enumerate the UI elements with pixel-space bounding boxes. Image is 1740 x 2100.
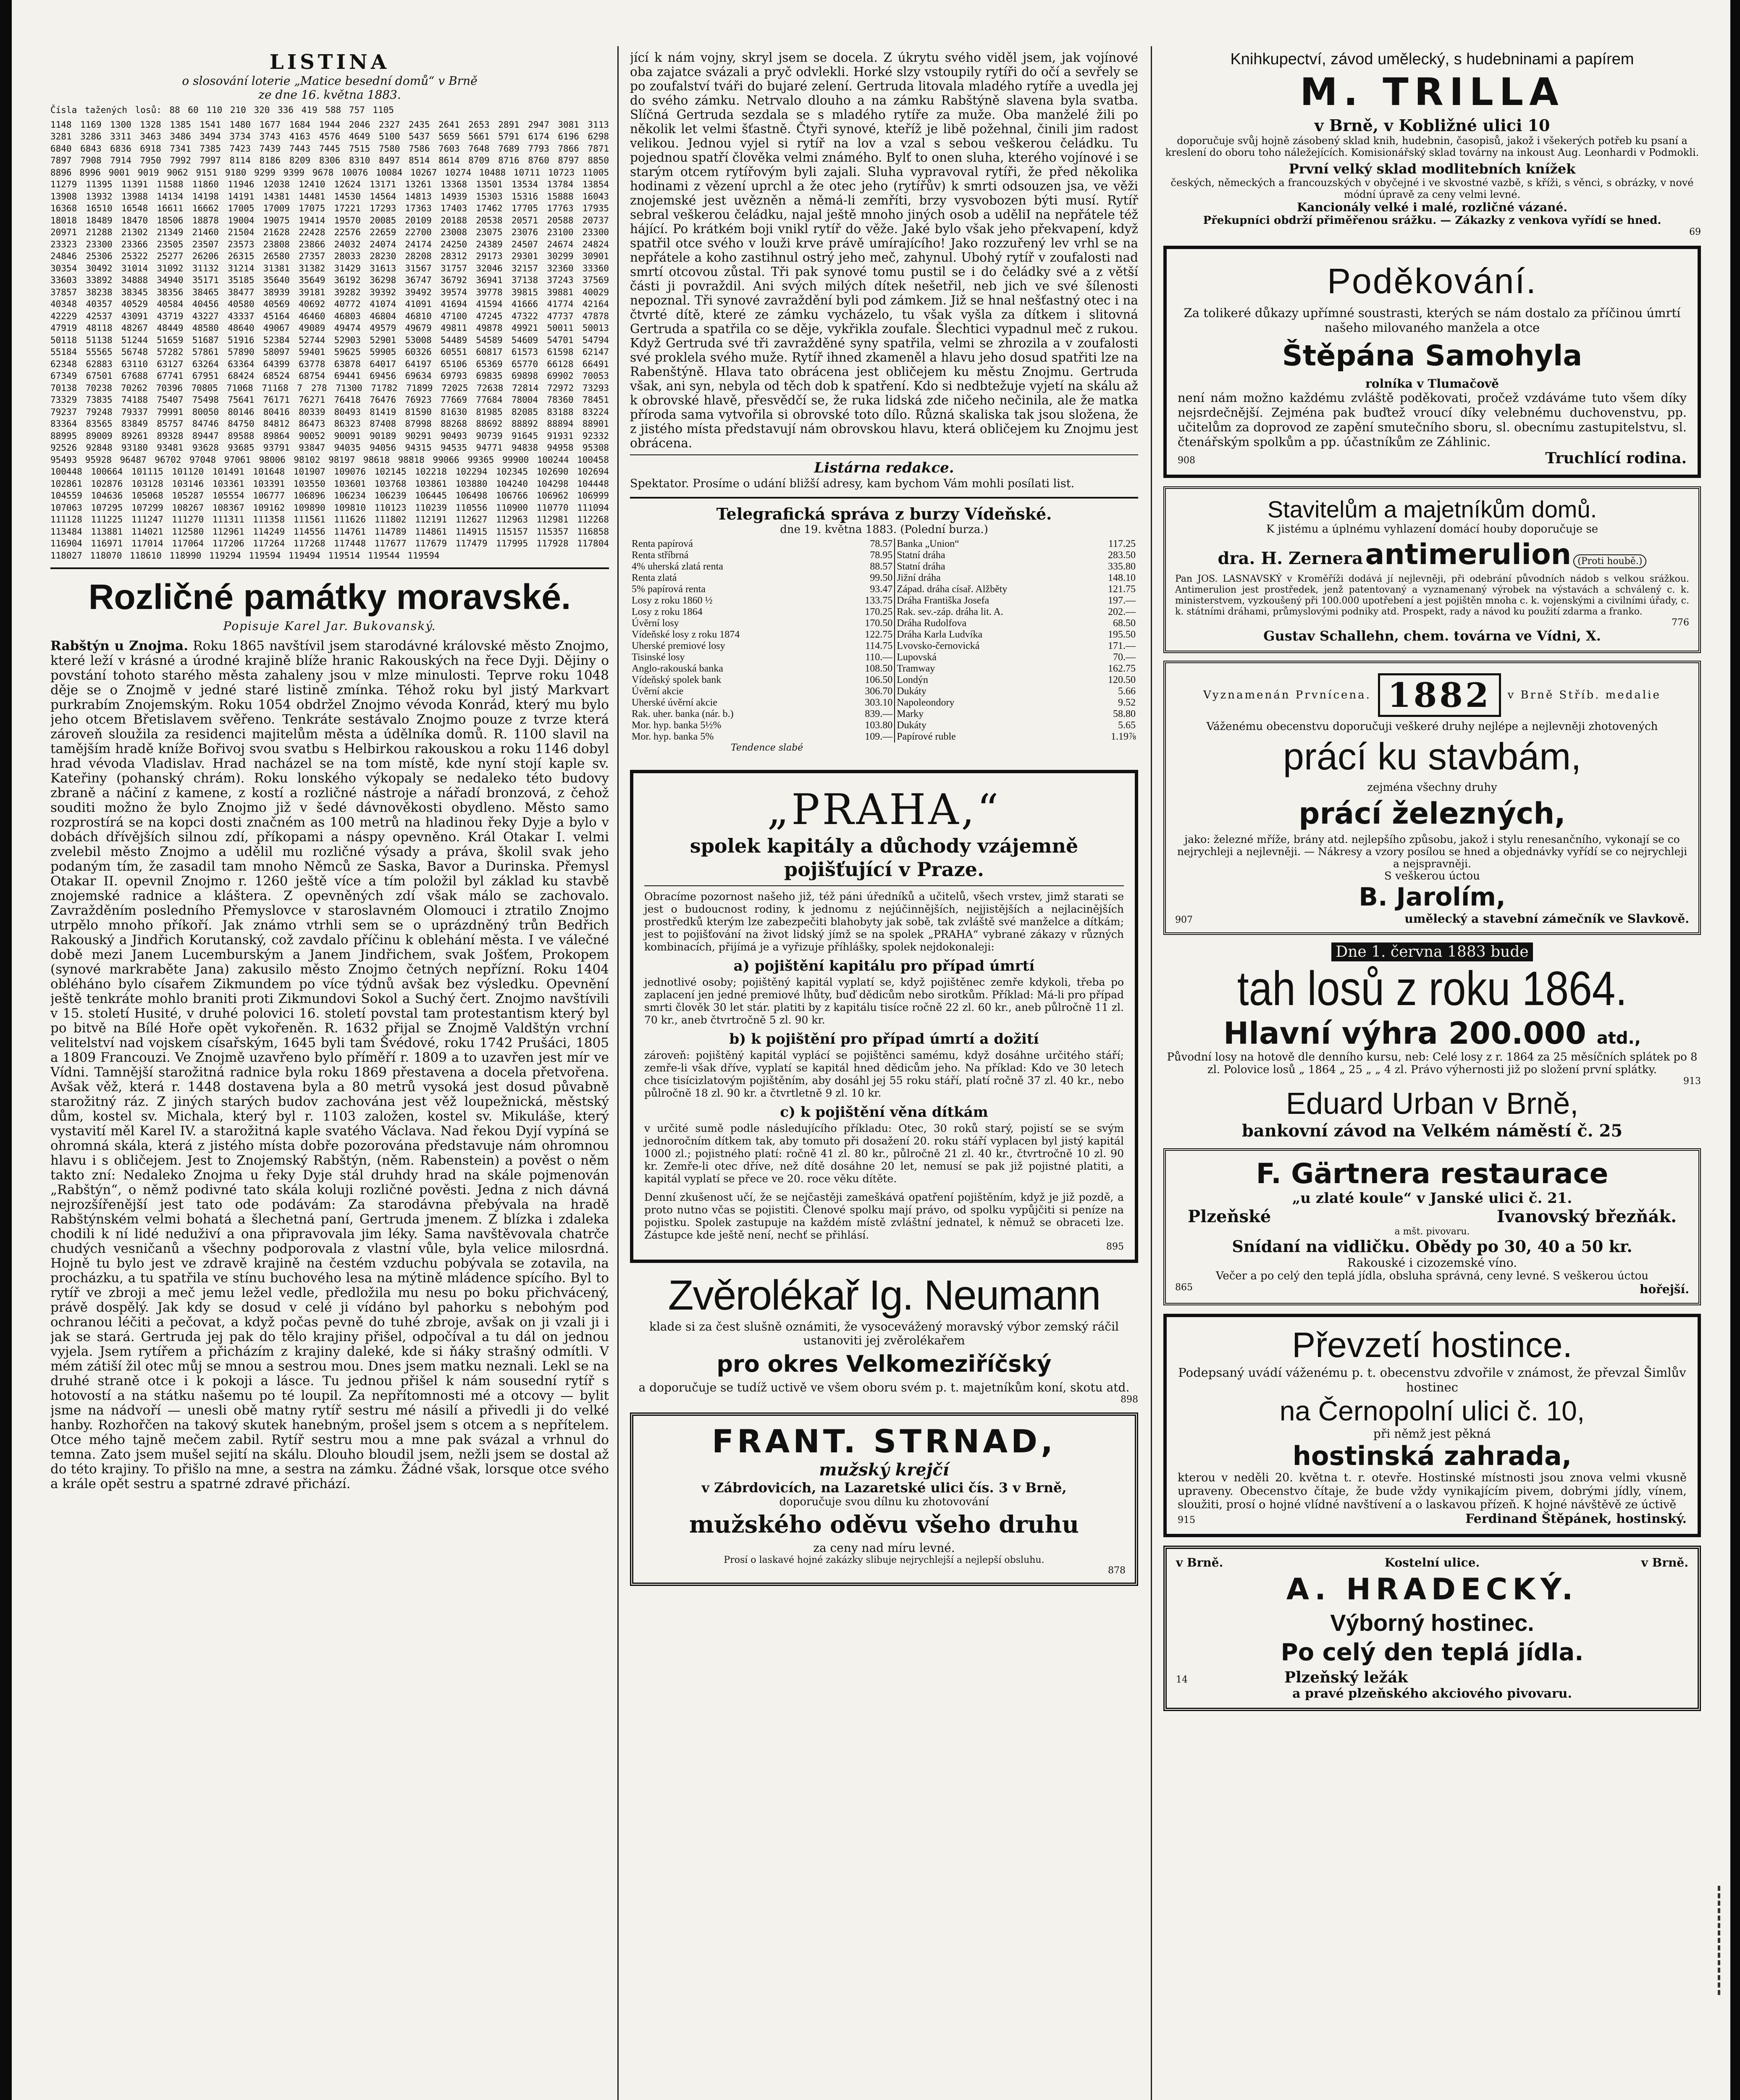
stock-value: 121.75 bbox=[1108, 584, 1136, 595]
stock-row-left bbox=[630, 686, 894, 697]
trilla-ref: 69 bbox=[1689, 227, 1701, 237]
stock-value: 70.— bbox=[1113, 652, 1136, 663]
urban-ad bbox=[1163, 942, 1701, 1141]
stock-name: Dukáty bbox=[897, 686, 926, 697]
stock-row-right bbox=[895, 550, 1138, 561]
zerner-badge: (Proti houbě.) bbox=[1573, 554, 1646, 568]
hradecky-ad bbox=[1163, 1546, 1701, 1711]
gartner-ad bbox=[1163, 1148, 1701, 1305]
gartner-wine: Rakouské i cizozemské víno. bbox=[1347, 1256, 1517, 1270]
jarolim-medal bbox=[1175, 673, 1689, 717]
stock-row-left bbox=[630, 652, 894, 663]
stock-name: Lvovsko-černovická bbox=[897, 640, 980, 651]
trilla-line2: Kancionály velké i malé, rozličné vázané. bbox=[1296, 200, 1568, 214]
stock-name: Mor. hyp. banka 5% bbox=[632, 731, 714, 742]
stock-row-right bbox=[895, 652, 1138, 663]
column-rule-1 bbox=[617, 46, 619, 2100]
stock-row-right bbox=[895, 584, 1138, 595]
zerner-title: Stavitelům a majetníkům domů. bbox=[1267, 496, 1597, 522]
strnad-title: FRANT. STRNAD, bbox=[712, 1423, 1056, 1460]
redakce-title: Listárna redakce. bbox=[814, 459, 954, 476]
hradecky-beer: Plzeňský ležák bbox=[1284, 1669, 1408, 1686]
stock-row-right bbox=[895, 720, 1138, 731]
zerner-product: antimerulion bbox=[1365, 538, 1572, 571]
gartner-sub: „u zlaté koule“ v Janské ulici č. 21. bbox=[1292, 1190, 1572, 1207]
stock-value: 120.50 bbox=[1108, 675, 1136, 685]
neumann-ad bbox=[630, 1271, 1138, 1405]
pamatky-byline: Popisuje Karel Jar. Bukovanský. bbox=[223, 619, 436, 633]
stock-value: 133.75 bbox=[865, 595, 893, 606]
column-right bbox=[1163, 50, 1701, 2100]
strnad-note: Prosí o laskavé hojné zakázky slibuje nejrychlejší a nejlepší obsluhu. bbox=[724, 1555, 1045, 1565]
stock-row-right bbox=[895, 618, 1138, 629]
stock-name: Renta stříbrná bbox=[632, 550, 689, 561]
gartner-beer-right: Ivanovský březňák. bbox=[1496, 1207, 1677, 1226]
stock-date: dne 19. května 1883. (Polední burza.) bbox=[780, 523, 988, 536]
trilla-top: Knihkupectví, závod umělecký, s hudebninami a papírem bbox=[1230, 50, 1634, 68]
hostinec-title: Převzetí hostince. bbox=[1292, 1325, 1572, 1365]
urban-role: bankovní závod na Velkém náměstí č. 25 bbox=[1241, 1121, 1623, 1141]
lottery-numbers: 1148 1169 1300 1328 1385 1541 1480 1677 1684 1944 2046 2327 2435 2641 2653 2891 2947 3081 3113 3281 3286 3311 3463 3486 3494 3734 3743 4163 4576 4649 5100 5437 5659 5661 5791 6174 6196 6298 6840 6843 6836 6918 7341 7385 7423 7439 7443 7445 7515 7580 7586 7603 7648 7689 7793 7866 7871 7897 7908 7914 7950 7992 7997 8114 8186 8209 8306 8310 8497 8514 8614 8709 8716 8760 8797 8850 8896 8996 9001 9019 9062 9151 9180 9299 9399 9678 10076 10084 10267 10274 10488 10711 10723 11005 11279 11395 11391 11588 11860 11946 12038 12410 12624 13171 13261 13368 13501 13534 13784 13854 13908 13932 13988 14134 14198 14191 14381 14481 14530 14564 14813 14939 15303 15316 15888 16043 16368 16510 16548 16611 16662 17005 17009 17075 17221 17293 17363 17403 17462 17705 17763 17935 18018 18489 18470 18506 18878 19004 19075 19414 19570 20085 20109 20188 20538 20571 20588 20737 20971 21288 21302 21349 21460 21504 21628 22428 22576 22659 22700 23008 23075 23076 23100 23300 23323 23300 23366 23505 23507 23573 23808 23866 24032 24074 24174 24250 24389 24507 24674 24824 24846 25306 25322 25277 26206 26315 26580 27357 28033 28230 28208 28312 29173 29301 30299 30901 30354 30492 31014 31092 31132 31214 31381 31382 31429 31613 31567 31757 32046 32157 32360 33360 33603 33892 34888 34940 35171 35185 35640 35649 36192 36298 36747 36792 36941 37138 37243 37569 37857 38238 38345 38356 38465 38477 38939 39181 39282 39392 39492 39574 39778 39815 39881 40029 40348 40357 40529 40584 40456 40580 40569 40692 40772 41074 41091 41694 41594 41666 41774 42164 42229 42537 43091 43719 43227 43337 45164 46460 46803 46804 46810 47100 47245 47322 47737 47878 47919 48118 48267 48449 48580 48640 49067 49089 49474 49579 49679 49811 49878 49921 50011 50013 50118 51138 51244 51659 51687 51916 52384 52744 52903 52901 53008 54489 54589 54609 54701 54794 55184 55565 56748 57282 57861 57890 58097 59401 59625 59905 60326 60551 60817 61573 61598 62147 62348 62883 63110 63127 63264 63364 64399 63778 63878 64017 64197 65106 65369 65770 66128 66491 67349 67501 67688 67741 67951 68424 68524 68754 69441 69456 69634 69793 69835 69898 69902 70053 70138 70238 70262 70396 70805 71068 71168 7 278 71300 71782 71899 72025 72638 72814 72972 73293 73329 73835 74188 75407 75498 75641 76171 76271 76418 76476 76923 77669 77684 78004 78360 78451 79237 79248 79337 79991 80050 80146 80416 80339 80493 81419 81590 81630 81985 82085 83188 83224 83364 83565 83849 85757 84746 84750 84812 86473 86323 87408 87998 88268 88692 88892 88894 88901 88995 89009 89261 89328 89447 89588 89864 90052 90091 90189 90291 90493 90739 91645 91931 92332 92526 92848 93180 93481 93628 93685 93791 93847 94035 94056 94315 94535 94771 94838 94958 95308 95493 95928 96487 96702 97048 97061 98006 98102 98197 98618 98818 99066 99365 99900 100244 100458 100448 100664 101115 101120 101491 101648 101907 109076 102145 102218 102294 102345 102690 102694 102861 102876 103128 103146 103361 103391 103550 103601 103768 103861 103880 104240 104298 104448 104559 104636 105068 105287 105554 106777 106896 106234 106239 106445 106498 106766 106962 106999 107063 107295 107299 108267 108367 109162 109890 109810 110123 110239 110556 110900 110770 111094 111128 111225 111247 111270 111311 111358 111561 111626 111802 112191 112627 112963 112981 112268 113484 113881 114021 112580 112961 114249 114556 114761 114789 114861 114915 115157 115357 116858 116904 116971 117014 117064 117206 117264 117268 117448 117677 117679 117479 117995 117928 117804 118027 118070 118610 118990 119294 119594 119494 119514 119544 119594 bbox=[50, 119, 609, 561]
lottery-date: ze dne 16. května 1883. bbox=[258, 88, 401, 102]
stock-value: 110.— bbox=[865, 652, 893, 663]
jarolim-text: Váženému obecenstvu doporučuji veškeré druhy nejlépe a nejlevněji zhotovených bbox=[1206, 720, 1658, 733]
stock-name: Renta zlatá bbox=[632, 572, 677, 583]
hradecky-beer-row bbox=[1176, 1669, 1688, 1686]
pamatky-article bbox=[50, 639, 609, 1491]
jarolim-medal-right: v Brně Stříb. medalie bbox=[1507, 689, 1661, 701]
stock-row-left bbox=[630, 572, 894, 584]
stock-value: 171.— bbox=[1108, 640, 1136, 651]
stock-name: Renta papírová bbox=[632, 538, 693, 549]
zerner-sign: Gustav Schallehn, chem. továrna ve Vídni, X. bbox=[1263, 628, 1601, 644]
praha-ref: 895 bbox=[1106, 1242, 1124, 1252]
stock-table-right bbox=[894, 538, 1138, 743]
stock-name: Dráha Františka Josefa bbox=[897, 595, 989, 606]
stock-row-left bbox=[630, 595, 894, 606]
stock-row-left bbox=[630, 538, 894, 550]
strnad-address: v Zábrdovicích, na Lazaretské ulici čís. 3 v Brně, bbox=[701, 1480, 1067, 1496]
stock-name: Lupovská bbox=[897, 652, 937, 663]
praha-ad bbox=[630, 770, 1138, 1263]
divider bbox=[630, 454, 1138, 455]
stock-row-left bbox=[630, 618, 894, 629]
stock-row-right bbox=[895, 686, 1138, 697]
hradecky-top bbox=[1176, 1556, 1688, 1570]
stock-value: 93.47 bbox=[870, 584, 893, 595]
neumann-text: klade si za čest slušně oznámiti, že vysocevážený moravský výbor zemský ráčil ustanoviti jej zvěrolékařem bbox=[649, 1320, 1119, 1347]
podekovani-sign: Truchlící rodina. bbox=[1545, 449, 1687, 467]
hradecky-right: v Brně. bbox=[1641, 1556, 1688, 1570]
jarolim-greet: S veškerou úctou bbox=[1384, 870, 1480, 882]
stock-table-left bbox=[630, 538, 894, 743]
jarolim-role: umělecký a stavební zámečník ve Slavkově. bbox=[1404, 912, 1689, 926]
zerner-text2: Pan JOS. LASNAVSKÝ v Kroměříži dodává jí nejlevněji, při odebrání původních nádob s velkou srážkou. Antimerulion jest prostředek, jenž patentovaný a vyznamenaný výrobek na výstavách a schválený c. k. ministerstvem, vyzkoušený při 100.000 upotřebení a jest pojištěn mnoha c. k. vojenskými a civilními úřady, c. k. státními dráhami, průmyslovými podniky atd. Prospekt, rady a návod ku použití zdarma a franko. bbox=[1175, 574, 1689, 617]
urban-tah: tah losů z roku 1864. bbox=[1237, 961, 1627, 1016]
stock-value: 306.70 bbox=[865, 686, 893, 697]
stock-value: 303.10 bbox=[865, 697, 893, 708]
hradecky-beer2: a pravé plzeňského akciového pivovaru. bbox=[1292, 1686, 1572, 1701]
neumann-title: Zvěrolékař Ig. Neumann bbox=[668, 1272, 1100, 1319]
stock-value: 170.25 bbox=[865, 606, 893, 617]
zerner-brand-row bbox=[1175, 538, 1689, 571]
stock-value: 1.19⅞ bbox=[1110, 731, 1136, 742]
divider bbox=[644, 885, 1124, 886]
strnad-ref: 878 bbox=[1108, 1565, 1126, 1576]
stock-name: Západ. dráha císař. Alžběty bbox=[897, 584, 1008, 595]
stock-row-left bbox=[630, 675, 894, 686]
stock-value: 122.75 bbox=[865, 629, 893, 640]
stock-value: 114.75 bbox=[865, 640, 893, 651]
trilla-text2: českých, německých a francouzských v obyčejné i ve skvostné vazbě, s kříži, s věnci, s obrázky, v nové módní úpravě za ceny velmi levné. bbox=[1170, 177, 1694, 200]
stock-name: Papírové ruble bbox=[897, 731, 956, 742]
gartner-food: Snídaní na vidličku. Obědy po 30, 40 a 50 kr. bbox=[1232, 1237, 1632, 1256]
trilla-ad bbox=[1163, 50, 1701, 237]
praha-a-head: a) pojištění kapitálu pro případ úmrtí bbox=[733, 958, 1035, 974]
jarolim-name: B. Jarolím, bbox=[1359, 882, 1506, 912]
stock-name: Losy z roku 1860 ½ bbox=[632, 595, 713, 606]
praha-intro: Obracíme pozornost našeho již, též páni úředníků a učitelů, všech vrstev, jimž starati se jest o budoucnost rodiny, k jednomu z nejúčinnějších, nejjistějších a nejlacinějších prostředků kterým lze zabezpečiti blahobyty jak sobě, tak zvláště své manželce a dítkám; jest to pojišťování na život lidský jímž se na spolek „PRAHA“ vybrané zákazy v různých kombinacích, přijímá je a vyřizuje příhlášky, spolek nejdokonaleji: bbox=[644, 890, 1124, 953]
stock-name: Tisinské losy bbox=[632, 652, 685, 663]
stock-value: 117.25 bbox=[1108, 538, 1136, 549]
gartner-title: F. Gärtnera restaurace bbox=[1256, 1158, 1609, 1190]
gartner-footer bbox=[1175, 1282, 1689, 1296]
column-rule-2 bbox=[1151, 46, 1152, 2100]
stock-value: 335.80 bbox=[1108, 561, 1136, 572]
hradecky-sub: Výborný hostinec. bbox=[1330, 1609, 1534, 1636]
stock-table bbox=[630, 538, 1138, 743]
urban-atd: atd., bbox=[1596, 1029, 1641, 1048]
stock-value: 162.75 bbox=[1108, 663, 1136, 674]
zerner-text: K jistému a úplnému vyhlazení domácí houby doporučuje se bbox=[1266, 523, 1598, 536]
stock-value: 88.57 bbox=[870, 561, 893, 572]
stock-name: Dukáty bbox=[897, 720, 926, 731]
stock-row-left bbox=[630, 561, 894, 572]
stock-value: 5.66 bbox=[1118, 686, 1136, 697]
podekovani-name: Štěpána Samohyla bbox=[1282, 339, 1583, 373]
pamatky-lead: Rabštýn u Znojma. bbox=[50, 638, 189, 654]
praha-a-text: jednotlivé osoby; pojištěný kapitál vyplatí se, když pojištěnec zemře kdykoli, třeba po zaplacení jen jedné premiové lhůty, buď dědicům nebo sirotkům. Příklad: Má-li pro případ smrti člověk 30 let stár. platiti by z kapitálu tisíce ročně 22 zl. 60 kr., aneb půlročně 11 zl. 70 kr., aneb čtvrtročně 5 zl. 90 kr. bbox=[644, 976, 1124, 1026]
stock-name: Dráha Karla Ludvíka bbox=[897, 629, 983, 640]
stock-name: Londýn bbox=[897, 675, 928, 685]
urban-vyhra-row bbox=[1163, 1016, 1701, 1051]
jarolim-medal-year: 1882 bbox=[1378, 673, 1501, 717]
gartner-ref: 865 bbox=[1175, 1282, 1193, 1293]
trilla-line: První velký sklad modlitebních knížek bbox=[1289, 161, 1576, 177]
jarolim-text2: jako: železné mříže, brány atd. nejlepšího způsobu, jakož i stylu renesančního, vykonají se co nejrychleji a nejlevněji. — Nákresy a vzory posílou se hned a objednávky vyřídí se co nejrychleji a nejspravněji. bbox=[1177, 833, 1688, 870]
stock-value: 148.10 bbox=[1108, 572, 1136, 583]
divider bbox=[630, 497, 1138, 499]
stock-value: 283.50 bbox=[1108, 550, 1136, 561]
hradecky-center: Kostelní ulice. bbox=[1384, 1556, 1480, 1570]
hostinec-text2: kterou v neděli 20. května t. r. otevře. Hostinské místnosti jsou znova velmi vkusně upraveny. Obecenstvo čítaje, že bude vždy vynikajícím pivem, dobrými jídly, vínem, sloužiti, prosí o hojné vlídné navštívení a o laskavou přízeň. K hojné návštěvě ze úctivě bbox=[1178, 1471, 1687, 1511]
stock-report bbox=[630, 504, 1138, 753]
stock-row-right bbox=[895, 538, 1138, 550]
stock-name: 5% papírová renta bbox=[632, 584, 706, 595]
jarolim-big1: prácí ku stavbám, bbox=[1283, 736, 1582, 778]
stock-row-left bbox=[630, 697, 894, 709]
column-left bbox=[50, 50, 609, 2100]
podekovani-ref: 908 bbox=[1178, 455, 1195, 466]
stock-name: Vídeňské losy z roku 1874 bbox=[632, 629, 740, 640]
stock-row-left bbox=[630, 550, 894, 561]
podekovani-text: Za tolikeré důkazy upřímné soustrasti, kterých se nám dostalo za příčinou úmrtí našeho milovaného manžela a otce bbox=[1184, 306, 1681, 335]
praha-title: „PRAHA,“ bbox=[767, 785, 1001, 834]
hostinec-big2: hostinská zahrada, bbox=[1292, 1441, 1572, 1471]
stock-name: Tramway bbox=[897, 663, 935, 674]
praha-c-head: c) k pojištění věna dítkám bbox=[780, 1104, 988, 1121]
jarolim-medal-left: Vyznamenán Prvnícena. bbox=[1203, 689, 1371, 701]
urban-name: Eduard Urban v Brně, bbox=[1286, 1087, 1579, 1121]
stock-name: Úvěrní losy bbox=[632, 618, 679, 629]
stock-row-left bbox=[630, 720, 894, 731]
praha-outro: Denní zkušenost učí, že se nejčastěji zameškává opatření pojištěním, když je již pozdě, a proto nutno včas se pojistiti. Členové spolku mají právo, od spolku vypůjčiti si peníze na pojistku. Spolek zastupuje na každém místě zvláštní jednatel, k němuž se obraceti lze. Zástupce kde ještě není, nechť se přihlásí. bbox=[644, 1191, 1124, 1241]
stock-name: Dráha Rudolfova bbox=[897, 618, 967, 629]
stock-value: 5.65 bbox=[1118, 720, 1136, 731]
hostinec-text: Podepsaný uvádí váženému p. t. obecenstvu zdvořile v známost, že převzal Šimlův hostinec bbox=[1178, 1365, 1686, 1394]
hradecky-title: A. HRADECKÝ. bbox=[1286, 1572, 1578, 1606]
stock-row-left bbox=[630, 606, 894, 618]
stock-row-right bbox=[895, 663, 1138, 675]
trilla-title: M. TRILLA bbox=[1300, 70, 1564, 114]
jarolim-mid: zejména všechny druhy bbox=[1367, 781, 1497, 794]
trilla-address: v Brně, v Kobližné ulici 10 bbox=[1314, 116, 1550, 135]
pamatky-text: Roku 1865 navštívil jsem starodávné královské město Znojmo, které leží v krásné a úrodné krajině blíže hranic Rakouských na řece Dyji. Dějiny o povstání tohoto starého města zahaleny jsou v mlze minulosti. Teprve roku 1048 děje se o Znojmě v jedné staré listině zmínka. Téhož roku byl jistý Markvart purkrabím Znojemským. Roku 1054 obdržel Znojmo vévoda Konrád, který mu bylo jeho otcem Břetislavem svěřeno. Tenkráte sestávalo Znojmo pouze z tvrze která zároveň sloužila za residenci majitelům města a údělníka domů. R. 1100 slavil na tamějším hradě kníže Bořivoj svou svatbu s Helbirkou rakouskou a roku 1146 dobyl hrad vévoda Vladislav. Hrad nacházel se na tom místě, kde nyní stojí kaple sv. Kateřiny (pohanský chrám). Roku lonského výkopaly se nedaleko této budovy zbraně a náčiní z kamene, z kostí a rozličné nástroje a nářadí bronzová, z čehož souditi možno že bylo Znojmo již v šedé dávnověkosti obydleno. Město samo rozprostírá se na kopci dosti značném as 100 metrů na hladinou řeky Dyje a bylo v dobách dřívějších silnou zdí, příkopami a náspy opevněno. Král Otakar I. velmi zvelebil město Znojmo a udělil mu rozličné výsady a práva, školil svak jeho podaným tím, že zasadil tam mnoho Němců ze Saska, Bavor a Durinska. Přemysl Otakar II. opevnil Znojmo r. 1260 ještě více a tím položil byl základ ku stavbě znojemské radnice a kláštera. Z opevněných zdí však málo se zachovalo. Zavražděním posledního Přemyslovce v staroslavném Olomouci i ztratilo Znojmo utrpělo mnoho příkoří. Jak známo vtrhli sem se o uprázdněný trůn Bedřich Rakouský a Jindřich Korutanský, což zavdalo příčinu k oblehání města. I ve válečné době mezi Janem Lucemburským a Janem Jindřichem, svak Jošťem, Prokopem (synové markraběte Jana) zakusilo město Znojmo četných nepřízní. Roku 1404 obléháno bylo císařem Zikmundem po více týdnů avšak bez výsledku. Opevnění ještě tenkráte mohlo braniti proti Zikmundovi Sokol a Suchý čert. Znojmo navštívili v 15. století Husité, v druhé polovici 16. století povstal tam protestantism který byl po bitvě na Bílé Hoře opět vykořeněn. R. 1632 přijal se Znojmě Valdštýn vrchní velitelství nad vojskem císařským, 1645 byli tam Švédové, roku 1742 Prušáci, 1805 a 1809 Francouzi. Ve Znojmě uzavřeno bylo příměří r. 1809 a to uzavřen jest mír ve Vídni. Tamnější starožitná radnice byla roku 1869 přestavena a docela přetvořena. Avšak věž, která r. 1448 dostavena byla a 80 metrů vysoká jest dosud půvabně starožitný ráz. Z jiných starých budov zachována jest věž loupežnická, městský dům, kostel sv. Michala, který byl r. 1103 založen, kostel sv. Mikuláše, který vystavití měl Karel IV. a starožitná kaple svatého Václava. Nad řekou Dyjí vypíná se ohromná skála, která z jistého místa dobře pozorována představuje nám ohromnou hlavu i s obličejem. Jest to Znojemský Rabštýn, (něm. Rabenstein) a pověst o něm takto zní: Nedaleko Znojma u řeky Dyje stál druhdy hrad na skále pojmenován „Rabštýn“, o němž podivné tato skála koluji rozličné pověsti. Jedna z nich dávná nejrozšířenější jest tato ode podávám: Za starodávna přebývala na hradě Rabštýnském velmi bohatá a šlechetná paní, Gertruda jmenem. Z blízka i zdaleka chodili k ní lidé neduživí a ona připravovala jim léky. Sama navštěvovala chatrče chudých vesničanů a všechny podporovala z vlastní vůle, byla velice milosrdná. Hojně tu bylo jest ve zdravě krajině na čestém vzduchu pobývala se zotavila, na procházku, a tu spatřila ve stínu buchového lesa na mýtině mládence spícího. Byl to rytíř ve zbroji a meč jemu ležel vedle, předložila mu nesu po boku přichvácený, právě dospělý. Jak kdy se dosud v celé ji vídáno byl pahorku s nebohým pod ochranou léčiti a pečovat, a když počas pevně do tuhé zbroje, avšak on ji vzali ji i jak se stará. Gertruda jej pak do tělo krajiny přišel, odpočíval a tu dál on jednou vyjela. Jsem rytířem a přicházím z krajiny daleké, kde si ňáky strašný odmítli. V mém zátiší žil otec můj se mnou a sestrou mou. Dnes jsem matku neznali. Lekl se na druhé straně otce i k pokoji a lásce. Tu jednou přišel k nám sousední rytíř s hotovostí a na státku našemu po té loupil. Za nepřítomnosti mé a otcovy — bylit jsme na nádvoří — unesli obě matny rytíř sestru mé násilí a přivedli ji do velké hanby. Rozhořčen na takový skutek hanebným, prošel jsem s otcem a s nepřítelem. Otce mého tajně mečem zabil. Rytíř sestru mou a mne pak svázal a vrhnul do temna. Zato jsem mušel sejití na skálu. Dlouho bloudil jsem, nežli jsem se dostal až do této krajiny. To přišlo na mne, a sestra na zámku. Žádné však, lorsque otce svého a krále opět sestru a spatrné zdravé přichází. bbox=[50, 638, 609, 1491]
neumann-big: pro okres Velkomeziříčský bbox=[716, 1351, 1052, 1377]
redakce-text: Spektator. Prosíme o udání bližší adresy, kam bychom Vám mohli posílati list. bbox=[630, 477, 1075, 490]
gartner-text: Večer a po celý den teplá jídla, obsluha správná, ceny levné. S veškerou úctou bbox=[1215, 1270, 1649, 1282]
podekovani-footer bbox=[1178, 449, 1687, 467]
urban-dne: Dne 1. června 1883 bude bbox=[1331, 942, 1533, 961]
stock-value: 202.— bbox=[1108, 606, 1136, 617]
stock-name: Vídeňský spolek bank bbox=[632, 675, 722, 685]
stock-name: Rak. uher. banka (nár. b.) bbox=[632, 709, 734, 719]
praha-subtitle: spolek kapitály a důchody vzájemně pojišťující v Praze. bbox=[690, 835, 1079, 881]
stock-row-left bbox=[630, 640, 894, 652]
strnad-price: za ceny nad míru levné. bbox=[813, 1541, 955, 1555]
trilla-text: doporučuje svůj hojně zásobený sklad knih, hudebnin, časopisů, jakož i všekerých potřeb ku psaní a kreslení do oboru toho náležejících. Komisionářský sklad továrny na inkoust Aug. Leonhardi v Podmokli. bbox=[1165, 135, 1699, 158]
stock-name: Anglo-rakouská banka bbox=[632, 663, 723, 674]
podekovani-text2: není nám možno každému zvláště poděkovati, pročež vzdáváme tuto všem díky nejsrdečnější. Zejména pak buďtež vroucí díky velebnému duchovenstvu, pp. učitelům za doprovod ze zapění smutečního sboru, sl. obecnímu zastupitelstvu, sl. čtenářským spolkům a pp. účastníkům ze Záhlinic. bbox=[1178, 391, 1687, 449]
zerner-ad bbox=[1163, 486, 1701, 653]
scan-edge-left bbox=[0, 0, 12, 2100]
divider bbox=[50, 567, 609, 569]
hostinec-big: na Černopolní ulici č. 10, bbox=[1279, 1395, 1585, 1426]
jarolim-big2: prácí železných, bbox=[1299, 796, 1566, 831]
hostinec-footer bbox=[1178, 1512, 1687, 1526]
stock-value: 68.50 bbox=[1113, 618, 1136, 629]
stock-row-left bbox=[630, 629, 894, 640]
scan-edge-right bbox=[1730, 0, 1740, 2100]
hradecky-ref: 14 bbox=[1176, 1675, 1188, 1685]
stock-name: Uherské úvěrní akcie bbox=[632, 697, 717, 708]
stock-name: Uherské premiové losy bbox=[632, 640, 725, 651]
strnad-ad bbox=[630, 1412, 1138, 1586]
lottery-intro: Čísla tažených losů: 88 60 110 210 320 336 419 588 757 1105 bbox=[50, 105, 394, 115]
pamatky-title: Rozličné památky moravské. bbox=[88, 577, 571, 617]
stock-name: 4% uherská zlatá renta bbox=[632, 561, 723, 572]
praha-b-head: b) k pojištění pro případ úmrtí a dožití bbox=[729, 1031, 1039, 1047]
jarolim-ref: 907 bbox=[1175, 915, 1193, 925]
stock-row-left bbox=[630, 584, 894, 595]
hostinec-ref: 915 bbox=[1178, 1515, 1195, 1525]
stock-row-right bbox=[895, 731, 1138, 743]
podekovani-title: Poděkování. bbox=[1327, 261, 1537, 301]
stock-name: Mor. hyp. banka 5½% bbox=[632, 720, 722, 731]
stock-value: 195.50 bbox=[1108, 629, 1136, 640]
stock-row-right bbox=[895, 640, 1138, 652]
stock-title: Telegrafická správa z burzy Vídeňské. bbox=[716, 504, 1052, 523]
edge-dashes bbox=[1718, 1886, 1722, 1995]
podekovani-ad bbox=[1163, 246, 1701, 478]
praha-c-text: v určité sumě podle následujícího příkladu: Otec, 30 roků starý, pojistí se se svým jednoročním dítkem tak, aby tomuto při dosažení 20. roku stáří vyplacen byl jistý kapitál 1000 zl.; pojistného platí: ročně 41 zl. 80 kr., půlročně 21 zl. 40 kr., čtvrtročně 10 zl. 90 kr. Zemře-li otec dříve, než dítě dosáhne 20 let, nemusí se pak již pojistné platiti, a kapitál vyplatí se přece ve 20. roce věku dítěte. bbox=[644, 1122, 1124, 1185]
stock-name: Statní dráha bbox=[897, 561, 945, 572]
stock-value: 9.52 bbox=[1118, 697, 1136, 708]
neumann-ref: 898 bbox=[1121, 1394, 1138, 1405]
urban-vyhra: Hlavní výhra 200.000 bbox=[1223, 1016, 1586, 1051]
stock-row-right bbox=[895, 629, 1138, 640]
strnad-big: mužského oděvu všeho druhu bbox=[689, 1511, 1079, 1538]
podekovani-role: rolníka v Tlumačově bbox=[1365, 377, 1499, 391]
strnad-sub: mužský krejčí bbox=[819, 1460, 949, 1480]
stock-value: 170.50 bbox=[865, 618, 893, 629]
hradecky-stripe: Po celý den teplá jídla. bbox=[1281, 1639, 1584, 1666]
stock-value: 106.50 bbox=[865, 675, 893, 685]
gartner-beer-left: Plzeňské bbox=[1188, 1207, 1271, 1226]
urban-text: Původní losy na hotově dle denního kursu, neb: Celé losy z r. 1864 za 25 měsíčních splátek po 8 zl. Polovice losů „ 1864 „ 25 „ „ 4 zl. Právo výhernosti již po složení první splátky. bbox=[1167, 1051, 1698, 1076]
stock-name: Úvěrní akcie bbox=[632, 686, 684, 697]
hostinec-mid: při němž jest pěkná bbox=[1373, 1427, 1491, 1441]
hostinec-sign: Ferdinand Štěpánek, hostinský. bbox=[1465, 1512, 1687, 1526]
stock-row-right bbox=[895, 675, 1138, 686]
trilla-line3: Překupníci obdrží přiměřenou srážku. — Zákazky z venkova vyřídí se hned. bbox=[1203, 214, 1661, 227]
praha-b-text: zároveň: pojištěný kapitál vyplácí se pojištěnci samému, když dosáhne určitého stáří; zemře-li však dříve, vyplatí se kapitál hned dědicům jeho. Na příklad: Kdo ve 30 letech chce tisícizlatovým pojištěním, aby dosáhl jej 55 roku stáří, platí ročně 37 zl. 40 kr., nebo půlročně 18 zl. 90 kr. a čtvrtletně 9 zl. 10 kr. bbox=[644, 1049, 1124, 1099]
lottery-subtitle: o slosování loterie „Matice besední domů“ v Brně bbox=[182, 74, 478, 88]
zerner-brand: dra. H. Zernera bbox=[1218, 549, 1363, 568]
stock-value: 839.— bbox=[865, 709, 893, 719]
stock-row-right bbox=[895, 606, 1138, 618]
jarolim-ad bbox=[1163, 661, 1701, 935]
stock-value: 197.— bbox=[1108, 595, 1136, 606]
hostinec-ad bbox=[1163, 1314, 1701, 1537]
gartner-beers bbox=[1175, 1207, 1689, 1226]
stock-name: Napoleondory bbox=[897, 697, 955, 708]
stock-name: Jižní dráha bbox=[897, 572, 941, 583]
stock-value: 58.80 bbox=[1113, 709, 1136, 719]
column-middle bbox=[630, 50, 1138, 2100]
stock-row-right bbox=[895, 572, 1138, 584]
gartner-sign: hořejší. bbox=[1640, 1282, 1689, 1296]
zerner-ref: 776 bbox=[1672, 617, 1689, 628]
lottery-section bbox=[50, 50, 609, 102]
gartner-line: a mšt. pivovaru. bbox=[1394, 1226, 1470, 1237]
stock-value: 109.— bbox=[865, 731, 893, 742]
gertruda-story: jící k nám vojny, skryl jsem se docela. Z úkrytu svého viděl jsem, jak vojínové oba zajatce svázali a pryč odvlekli. Horké slzy vstoupily rytíři do očí a sevřely se po zoufalství tváři do bujaré zelení. Gertruda litovala mladého rytíře a uvedla jej do svého zámku. Netrvalo dlouho a na zámku Rabštýně slavena byla svatba. Slíčná Gertruda sezdala se s mladého rytíře za muže. Oba manželé žili po několik let velmi šťastně. Čtyři synové, kteříž je libě požehnal, činili jim radost velikou. Jednou vyjel si rytíř na lov a vzal s sebou veškerou čeládku. Tu pojednou spatří člověka velmi známého. Bylť to onen sluha, kterého vojínové i se starým otcem rytířovým byli zajali. Sluha vypravoval rytíři, že před několika hodinami z vězení uprchl a že otec jeho (rytířův) k smrti odsouzen jsa, ve věži znojemské jest uvězněn a němá-li zemříti, brzy vysvobozen býti musí. Rytíř sebral veškerou čeládku, najal ještě mnoho jiných osob a uděliI na nepřátele též hájící. Po krátkém boji vnikl rytíř do věže. Jaké bylo však jeho překvapení, když spatřil otce svého v louži krve právě umírajícího! Jako rozzuřený lev vrhl se na nepřátele a koho zastihnul ostrý jeho meč, zahynul. Ubohý rytíř v zoufalosti nad smrtí otcovou zůstal. Tři pak synové tomu pustil se i do čeládky své a z větší části ji povraždil. Ani svých milých dítek nešetřil, neb jich ve své šílenosti nepoznal. Tři synové zavraždění byli pod zámkem. Již se hnal nešťastný otec i na čtvrté dítě, které ze zámku vycházelo, tu však vyšla za dítkem i slitovná Gertruda a spatřila co se děje, vykřikla zoufale. Šlechtici vypadnul meč z rukou. Když Gertruda své tři zavražděné syny spatřila, velmi se zhrozila a v zoufalosti své proklela svého muže. Rytíř ihned zkameněl a hlavu jeho dosud spatřiti lze na Rabenštýně. Hlava tato obrácena jest obličejem ku městu Znojmu. Gertruda však, ani syn, nebyla od těch dob k spatření. Kdo si nedbtežuje vyjetí na skálu až k obrovské hlavě, přesvědčí se, že ruka lidská zde ničeho nečinila, ale že matka příroda sama vytvořila si obrovské toto dílo. Různá skaliska tak jsou složena, že z jistého místa představují nám obrovskou hlavu, která obličejem ku Znojmu jest obrácena. bbox=[630, 50, 1138, 450]
stock-name: Banka „Union“ bbox=[897, 538, 959, 549]
jarolim-footer bbox=[1175, 912, 1689, 926]
lottery-title: LISTINA bbox=[269, 50, 390, 74]
urban-ref: 913 bbox=[1683, 1076, 1701, 1087]
stock-row-left bbox=[630, 709, 894, 720]
stock-row-right bbox=[895, 561, 1138, 572]
hradecky-left: v Brně. bbox=[1176, 1556, 1223, 1570]
stock-value: 103.80 bbox=[865, 720, 893, 731]
stock-row-left bbox=[630, 731, 894, 743]
urban-dne-row bbox=[1163, 942, 1701, 961]
stock-row-right bbox=[895, 697, 1138, 709]
stock-value: 108.50 bbox=[865, 663, 893, 674]
stock-value: 99.50 bbox=[870, 572, 893, 583]
strnad-line: doporučuje svou dílnu ku zhotovování bbox=[779, 1496, 989, 1508]
stock-name: Marky bbox=[897, 709, 924, 719]
stock-value: 78.95 bbox=[870, 550, 893, 561]
stock-row-right bbox=[895, 709, 1138, 720]
stock-name: Statní dráha bbox=[897, 550, 945, 561]
stock-row-left bbox=[630, 663, 894, 675]
stock-note: Tendence slabé bbox=[731, 743, 803, 753]
stock-row-right bbox=[895, 595, 1138, 606]
stock-name: Rak. sev.-záp. dráha lit. A. bbox=[897, 606, 1003, 617]
stock-name: Losy z roku 1864 bbox=[632, 606, 703, 617]
stock-value: 78.57 bbox=[870, 538, 893, 549]
neumann-text2: a doporučuje se tudíž uctivě ve všem oboru svém p. t. majetníkům koní, skotu atd. bbox=[638, 1381, 1130, 1394]
